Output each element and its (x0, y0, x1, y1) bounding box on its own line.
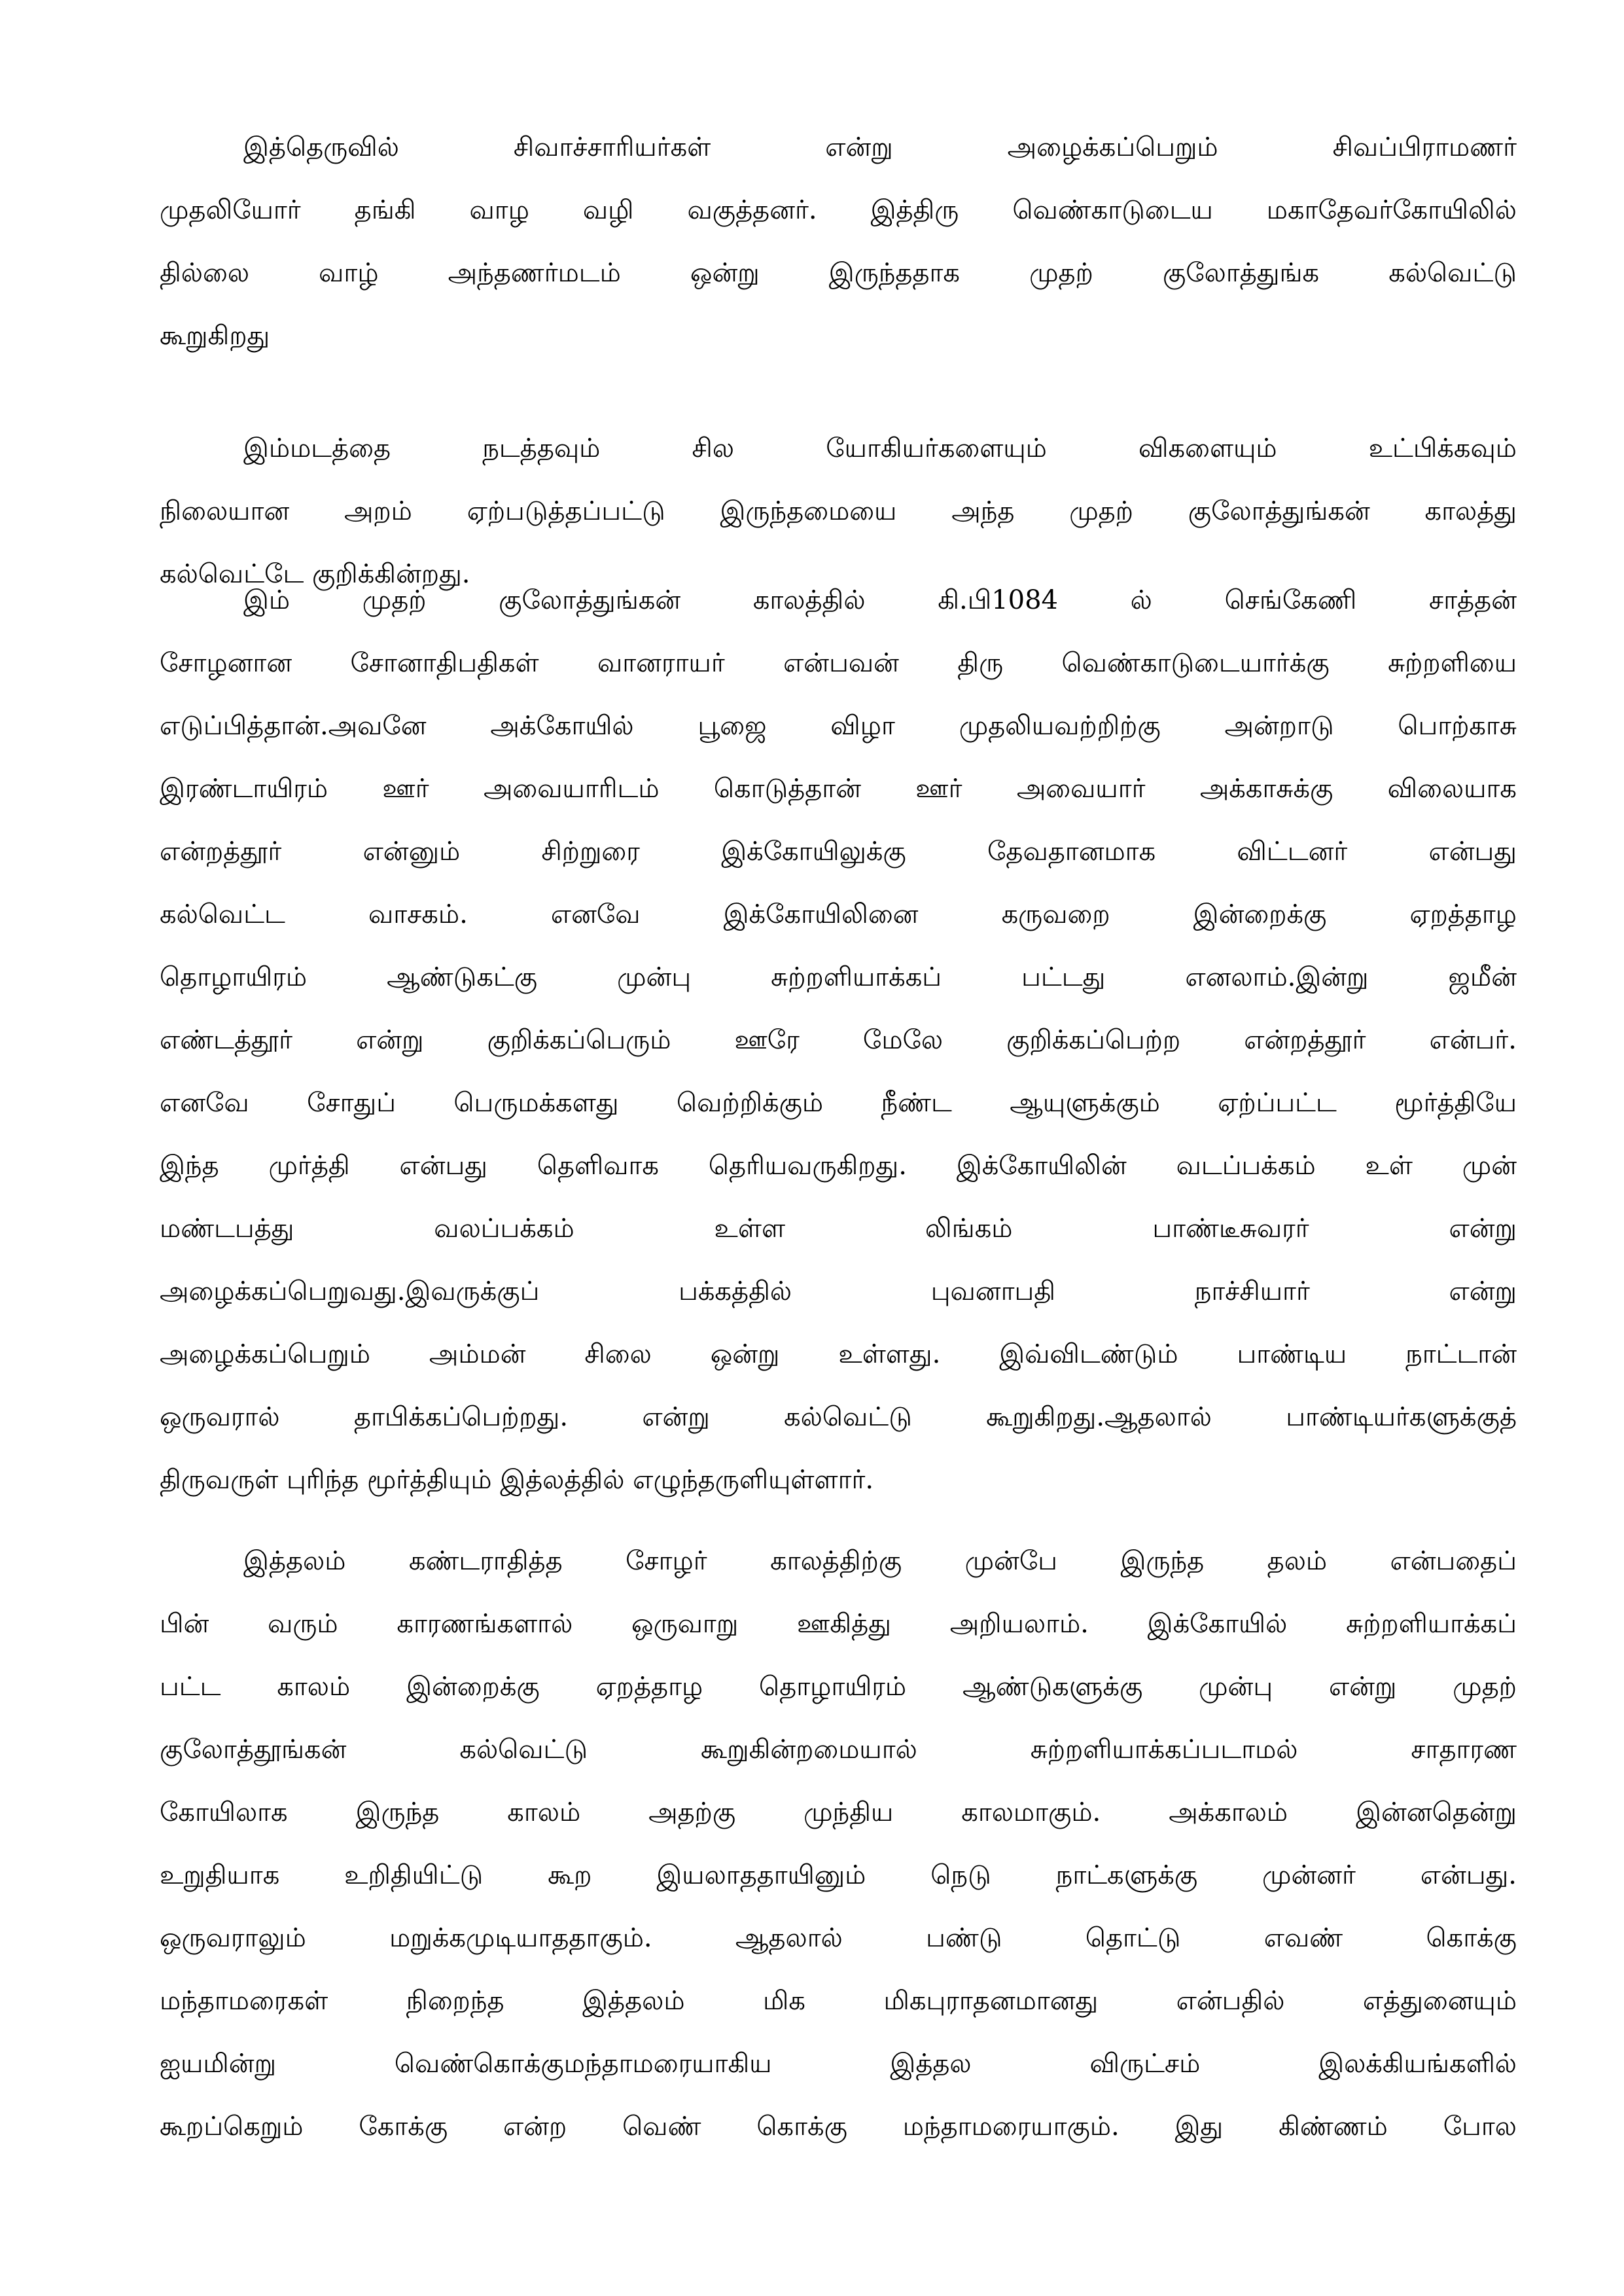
text-line: கோயிலாக இருந்த காலம் அதற்கு முந்திய காலமாகும். அக்காலம் இன்னதென்று (160, 1797, 1517, 1827)
text-line: இம் முதற் குலோத்துங்கன் காலத்தில் கி.பி1084 ல் செங்கேணி சாத்தன் (243, 585, 1517, 615)
text-line: எண்டத்தூர் என்று குறிக்கப்பெரும் ஊரே மேலே குறிக்கப்பெற்ற என்றத்தூர் என்பர். (160, 1025, 1517, 1055)
text-line: மண்டபத்து வலப்பக்கம் உள்ள லிங்கம் பாண்டீசுவரர் என்று (160, 1213, 1517, 1244)
text-line: நிலையான அறம் ஏற்படுத்தப்பட்டு இருந்தமையை அந்த முதற் குலோத்துங்கன் காலத்து (160, 496, 1517, 526)
text-line: ஒருவரால் தாபிக்கப்பெற்றது. என்று கல்வெட்டு கூறுகிறது.ஆதலால் பாண்டியர்களுக்குத் (160, 1402, 1517, 1432)
text-line: இரண்டாயிரம் ஊர் அவையாரிடம் கொடுத்தான் ஊர் அவையார் அக்காசுக்கு விலையாக (160, 774, 1517, 804)
text-line: ஒருவராலும் மறுக்கமுடியாததாகும். ஆதலால் பண்டு தொட்டு எவண் கொக்கு (160, 1923, 1517, 1953)
text-line: கூறுகிறது (160, 321, 270, 351)
text-line: பின் வரும் காரணங்களால் ஒருவாறு ஊகித்து அறியலாம். இக்கோயில் சுற்றளியாக்கப் (160, 1609, 1517, 1639)
text-line: தொழாயிரம் ஆண்டுகட்கு முன்பு சுற்றளியாக்கப் பட்டது எனலாம்.இன்று ஜமீன் (160, 962, 1517, 992)
text-line: இம்மடத்தை நடத்தவும் சில யோகியர்களையும் விகளையும் உட்பிக்கவும் (243, 433, 1517, 463)
text-line: முதலியோர் தங்கி வாழ வழி வகுத்தனர். இத்திரு வெண்காடுடைய மகாதேவர்கோயிலில் (160, 195, 1517, 225)
text-line: மந்தாமரைகள் நிறைந்த இத்தலம் மிக மிகபுராதனமானது என்பதில் எத்துனையும் (160, 1986, 1517, 2016)
text-line: கல்வெட்ட வாசகம். எனவே இக்கோயிலினை கருவறை இன்றைக்கு ஏறத்தாழ (160, 899, 1517, 929)
text-line: கூறப்கெறும் கோக்கு என்ற வெண் கொக்கு மந்தாமரையாகும். இது கிண்ணம் போல (160, 2111, 1517, 2142)
text-line: ஐயமின்று வெண்கொக்குமந்தாமரையாகிய இத்தல விருட்சம் இலக்கியங்களில் (160, 2049, 1517, 2079)
text-line: இந்த முர்த்தி என்பது தெளிவாக தெரியவருகிறது. இக்கோயிலின் வடப்பக்கம் உள் முன் (160, 1151, 1517, 1181)
text-line: இத்தலம் கண்டராதித்த சோழர் காலத்திற்கு முன்பே இருந்த தலம் என்பதைப் (243, 1546, 1517, 1576)
text-line: சோழனான சோனாதிபதிகள் வானராயர் என்பவன் திரு வெண்காடுடையார்க்கு சுற்றளியை (160, 648, 1517, 678)
text-line: உறுதியாக உறிதியிட்டு கூற இயலாததாயினும் நெடு நாட்களுக்கு முன்னர் என்பது. (160, 1860, 1517, 1890)
text-line: எடுப்பித்தான்.அவனே அக்கோயில் பூஜை விழா முதலியவற்றிற்கு அன்றாடு பொற்காசு (160, 711, 1517, 741)
text-line: தில்லை வாழ் அந்தணர்மடம் ஒன்று இருந்ததாக முதற் குலோத்துங்க கல்வெட்டு (160, 258, 1517, 288)
text-line: எனவே சோதுப் பெருமக்களது வெற்றிக்கும் நீண்ட ஆயுளுக்கும் ஏற்ப்பட்ட மூர்த்தியே (160, 1088, 1517, 1118)
text-line: பட்ட காலம் இன்றைக்கு ஏறத்தாழ தொழாயிரம் ஆண்டுகளுக்கு முன்பு என்று முதற் (160, 1672, 1517, 1702)
text-line: கல்வெட்டே குறிக்கின்றது. (160, 559, 470, 589)
text-line: இத்தெருவில் சிவாச்சாரியர்கள் என்று அழைக்கப்பெறும் சிவப்பிராமணர் (243, 132, 1517, 162)
text-line: அழைக்கப்பெறுவது.இவருக்குப் பக்கத்தில் புவனாபதி நாச்சியார் என்று (160, 1276, 1517, 1306)
text-line: குலோத்தூங்கன் கல்வெட்டு கூறுகின்றமையால் சுற்றளியாக்கப்படாமல் சாதாரண (160, 1734, 1517, 1765)
text-line: திருவருள் புரிந்த மூர்த்தியும் இத்லத்தில் எழுந்தருளியுள்ளார். (160, 1465, 874, 1495)
text-line: அழைக்கப்பெறும் அம்மன் சிலை ஒன்று உள்ளது. இவ்விடண்டும் பாண்டிய நாட்டான் (160, 1339, 1517, 1369)
text-line: என்றத்தூர் என்னும் சிற்றுரை இக்கோயிலுக்கு தேவதானமாக விட்டனர் என்பது (160, 836, 1517, 867)
